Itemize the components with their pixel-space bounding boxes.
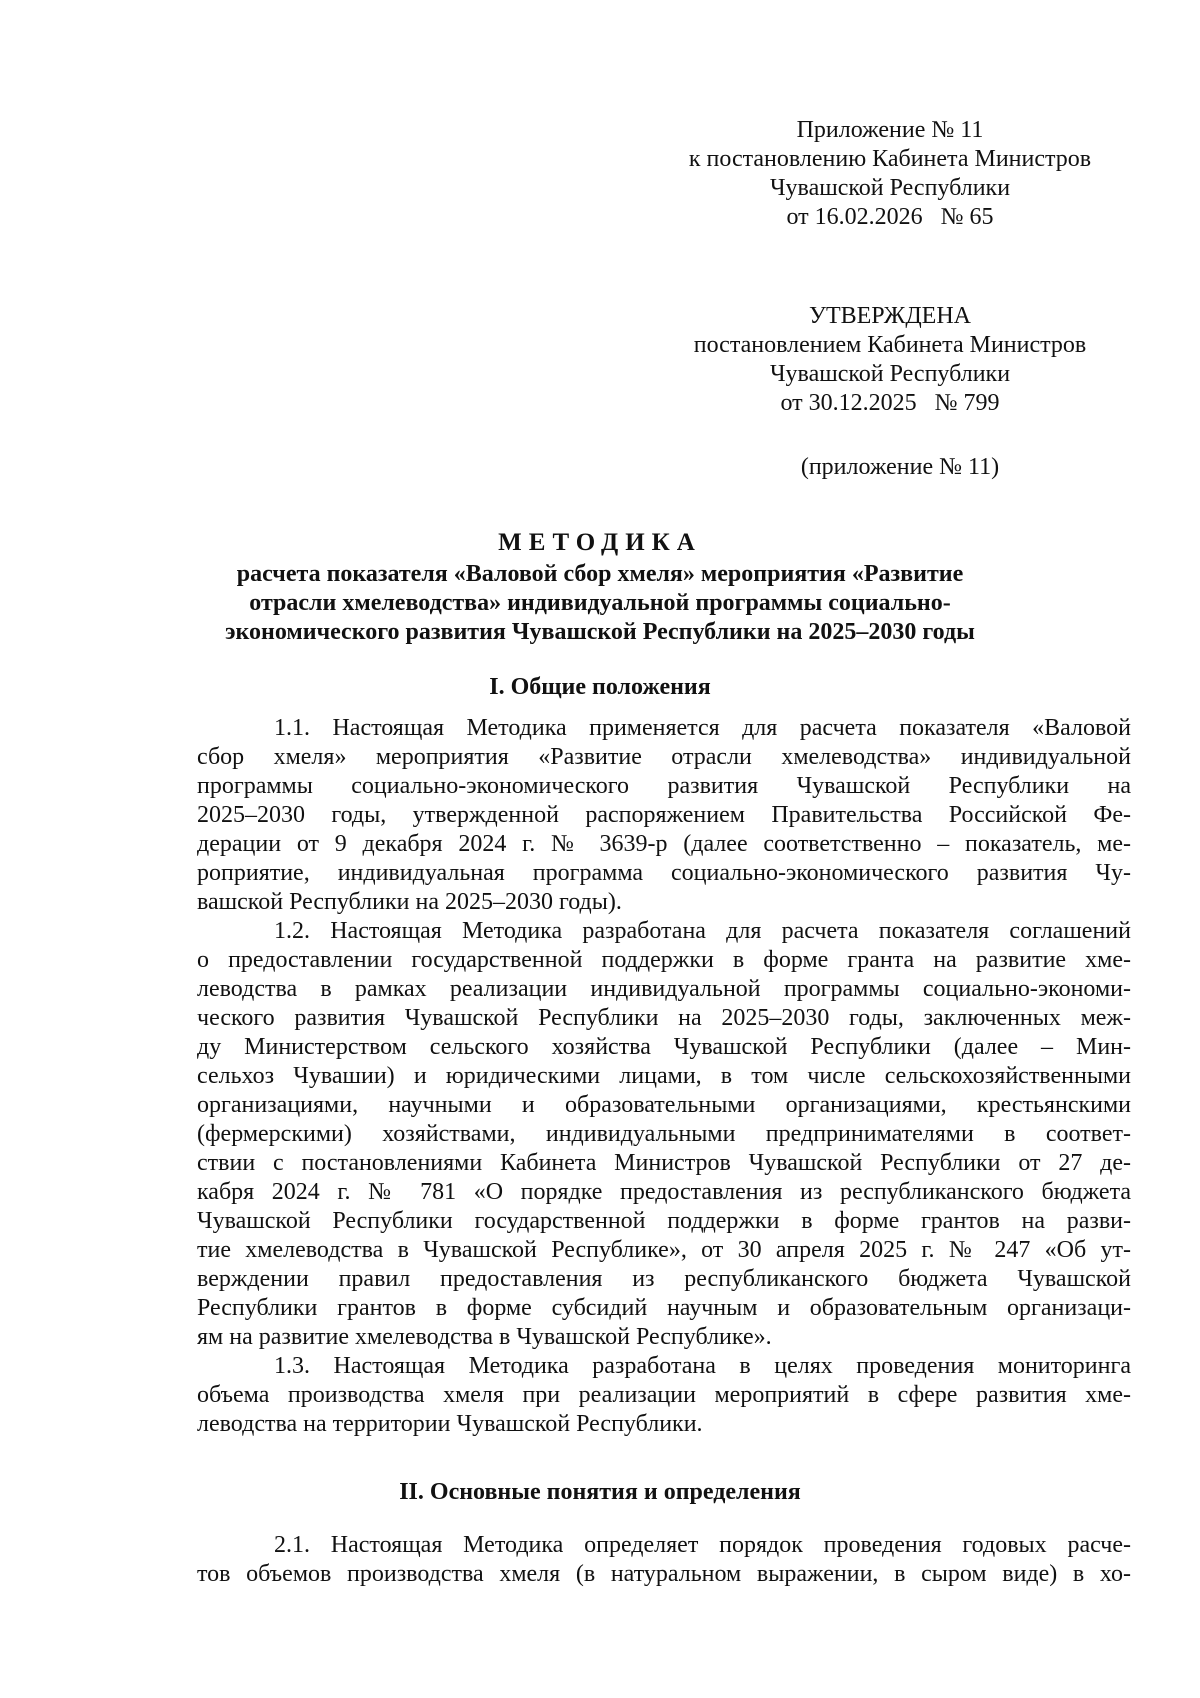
annex-reference: (приложение № 11) [800,454,1000,480]
text-line: объема производства хмеля при реализации мероприятий в сфере развития хме- [197,1382,1131,1408]
text-line: организациями, научными и образовательными организациями, крестьянскими [197,1092,1131,1118]
approved-by-resolution: постановлением Кабинета Министров [693,332,1087,358]
text-line: Республики грантов в форме субсидий научным и образовательным организаци- [197,1295,1131,1321]
text-line: ям на развитие хмелеводства в Чувашской Республике». [197,1324,772,1350]
annex-date-number: от 16.02.2026 № 65 [786,204,994,230]
text-line: Чувашской Республики государственной поддержки в форме грантов на разви- [197,1208,1131,1234]
text-line: тов объемов производства хмеля (в натуральном выражении, в сыром виде) в хо- [197,1561,1131,1587]
text-line: верждении правил предоставления из республиканского бюджета Чувашской [197,1266,1131,1292]
text-line: программы социально-экономического развития Чувашской Республики на [197,773,1131,799]
text-line: 2.1. Настоящая Методика определяет порядок проведения годовых расче- [274,1532,1131,1558]
text-line: ствии с постановлениями Кабинета Министров Чувашской Республики от 27 де- [197,1150,1131,1176]
document-subtitle [120,560,1080,647]
annex-number: Приложение № 11 [796,117,984,143]
paragraph-1-1 [197,714,1131,917]
text-line: леводства в рамках реализации индивидуальной программы социально-экономи- [197,976,1131,1002]
text-line: 1.2. Настоящая Методика разработана для расчета показателя соглашений [274,918,1131,944]
text-line: роприятие, индивидуальная программа социально-экономического развития Чу- [197,860,1131,886]
text-line: вашской Республики на 2025–2030 годы). [197,889,622,915]
text-line: кабря 2024 г. № 781 «О порядке предоставления из республиканского бюджета [197,1179,1131,1205]
paragraph-1-3 [197,1352,1131,1439]
subtitle-line: экономического развития Чувашской Республики на 2025–2030 годы [225,619,975,645]
text-line: ду Министерством сельского хозяйства Чувашской Республики (далее – Мин- [197,1034,1131,1060]
text-line: леводства на территории Чувашской Республики. [197,1411,703,1437]
text-line: сельхоз Чувашии) и юридическими лицами, в том числе сельскохозяйственными [197,1063,1131,1089]
section-2-heading: II. Основные понятия и определения [399,1479,801,1505]
text-line: 2025–2030 годы, утвержденной распоряжением Правительства Российской Фе- [197,802,1131,828]
text-line: дерации от 9 декабря 2024 г. № 3639-р (далее соответственно – показатель, ме- [197,831,1131,857]
subtitle-line: расчета показателя «Валовой сбор хмеля» мероприятия «Развитие [236,561,964,587]
approval-block [600,302,1180,418]
annex-to-resolution: к постановлению Кабинета Министров [688,146,1092,172]
annex-republic: Чувашской Республики [769,175,1011,201]
annex-header [600,116,1180,232]
approved-date-number: от 30.12.2025 № 799 [780,390,1000,416]
paragraph-1-2 [197,917,1131,1352]
text-line: сбор хмеля» мероприятия «Развитие отрасли хмелеводства» индивидуальной [197,744,1131,770]
text-line: о предоставлении государственной поддержки в форме гранта на развитие хме- [197,947,1131,973]
section-1-heading: I. Общие положения [489,674,711,700]
text-line: 1.3. Настоящая Методика разработана в целях проведения мониторинга [274,1353,1131,1379]
text-line: 1.1. Настоящая Методика применяется для расчета показателя «Валовой [274,715,1131,741]
text-line: (фермерскими) хозяйствами, индивидуальными предпринимателями в соответ- [197,1121,1131,1147]
text-line: тие хмелеводства в Чувашской Республике», от 30 апреля 2025 г. № 247 «Об ут- [197,1237,1131,1263]
text-line: ческого развития Чувашской Республики на 2025–2030 годы, заключенных меж- [197,1005,1131,1031]
subtitle-line: отрасли хмелеводства» индивидуальной программы социально- [249,590,951,616]
approved-republic: Чувашской Республики [769,361,1011,387]
document-title: МЕТОДИКА [498,529,702,556]
approved-label: УТВЕРЖДЕНА [808,303,972,329]
paragraph-2-1 [197,1531,1131,1589]
